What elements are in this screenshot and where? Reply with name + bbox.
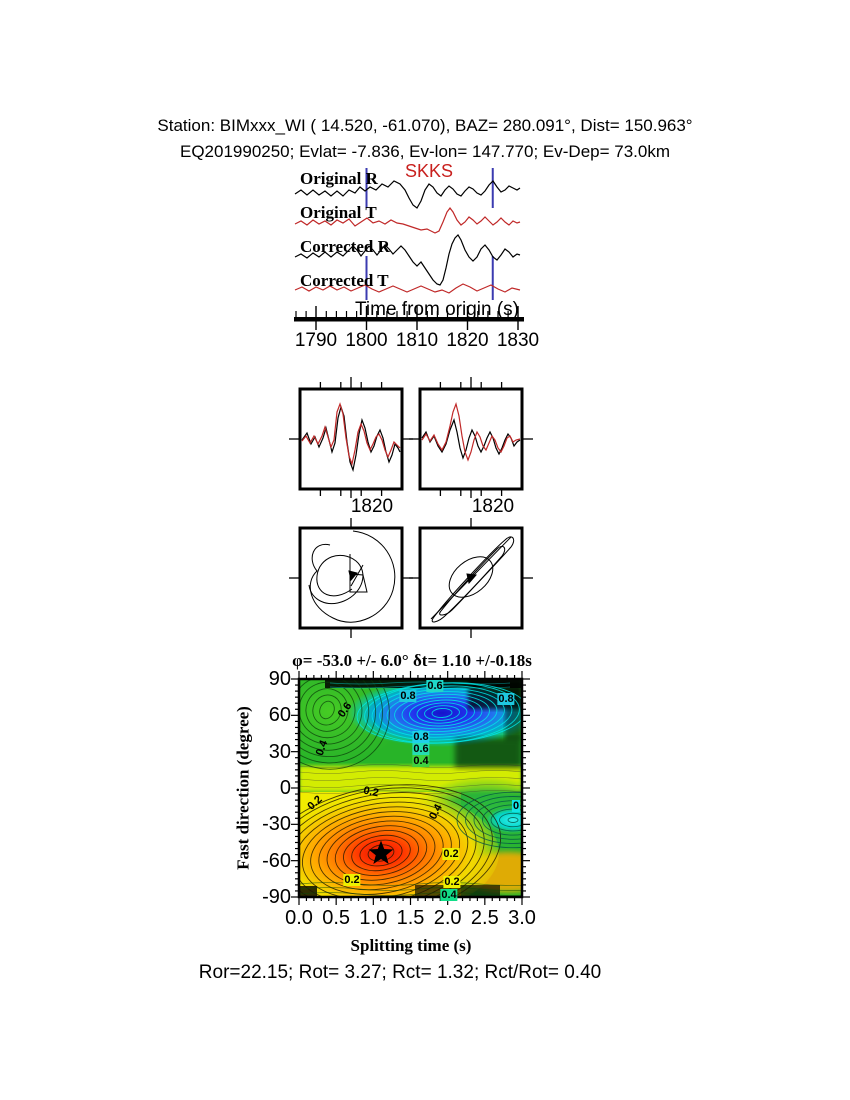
contour-level-label: 0.6 (427, 680, 443, 692)
particle-motion-curve-uncorrected (309, 531, 395, 622)
time-tick-label: 1820 (446, 330, 489, 351)
header-line-1: Station: BIMxxx_WI ( 14.520, -61.070), BAZ= 280.091°, Dist= 150.963° (157, 116, 693, 135)
contour-level-label: 0.8 (413, 731, 429, 743)
contour-xtick-label: 1.0 (359, 907, 388, 929)
contour-level-label: 0.6 (335, 700, 355, 720)
time-tick-label: 1800 (345, 330, 388, 351)
contour-y-axis-label: Fast direction (degree) (233, 706, 253, 870)
comparison-tick-label-left: 1820 (350, 496, 394, 517)
contour-xtick-label: 1.5 (396, 907, 425, 929)
time-tick-label: 1830 (496, 330, 540, 351)
contour-level-label: 0.8 (498, 693, 514, 705)
contour-level-label: 0.2 (443, 848, 459, 860)
contour-level-label: 0 (512, 800, 520, 812)
contour-ytick-label: -30 (262, 813, 291, 836)
header-line-2: EQ201990250; Evlat= -7.836, Ev-lon= 147.770; Ev-Dep= 73.0km (179, 142, 670, 161)
contour-level-label: 0.2 (305, 793, 325, 813)
trace-label-original-t: Original T (300, 203, 377, 222)
particle-motion-curve-corrected (431, 537, 514, 622)
contour-level-label: 0.4 (313, 738, 331, 758)
contour-ytick-label: -90 (262, 885, 291, 908)
contour-xtick-label: 0.0 (285, 907, 313, 929)
time-tick-label: 1810 (395, 330, 439, 351)
contour-level-label: 0.8 (400, 690, 416, 702)
contour-level-label: 0.6 (413, 743, 429, 755)
contour-level-label: 0.4 (427, 802, 445, 822)
contour-ytick-label: 60 (268, 704, 291, 727)
contour-level-label: 0.2 (344, 874, 360, 886)
comparison-waveforms (302, 404, 520, 470)
contour-x-axis-label: Splitting time (s) (350, 936, 472, 955)
contour-ytick-label: 90 (268, 668, 291, 690)
time-tick-label: 1790 (294, 330, 338, 351)
footer-stats: Ror=22.15; Rot= 3.27; Rct= 1.32; Rct/Rot= 0.40 (198, 962, 602, 983)
trace-label-corrected-r: Corrected R (300, 237, 390, 256)
comparison-slow-red (302, 404, 400, 464)
phase-label: SKKS (405, 161, 454, 181)
contour-xtick-label: 2.0 (433, 907, 462, 929)
comparison-tick-label-right: 1820 (471, 496, 515, 517)
contour-level-label: 0.2 (362, 784, 380, 800)
contour-ytick-label: -60 (262, 849, 291, 872)
trace-label-original-r: Original R (300, 169, 378, 188)
contour-level-label: 0.2 (444, 876, 460, 888)
contour-title: φ= -53.0 +/- 6.0° δt= 1.10 +/-0.18s (292, 651, 532, 670)
contour-level-label: 0.4 (413, 755, 429, 767)
contour-ytick-label: 0 (279, 776, 291, 799)
contour-ytick-label: 30 (268, 740, 291, 763)
contour-level-label: 0.4 (441, 889, 457, 901)
contour-xtick-label: 2.5 (470, 907, 499, 929)
contour-xtick-label: 0.5 (322, 907, 351, 929)
contour-xtick-label: 3.0 (508, 907, 536, 929)
trace-label-corrected-t: Corrected T (300, 271, 389, 290)
time-axis-label: Time from origin (s) (355, 299, 519, 320)
